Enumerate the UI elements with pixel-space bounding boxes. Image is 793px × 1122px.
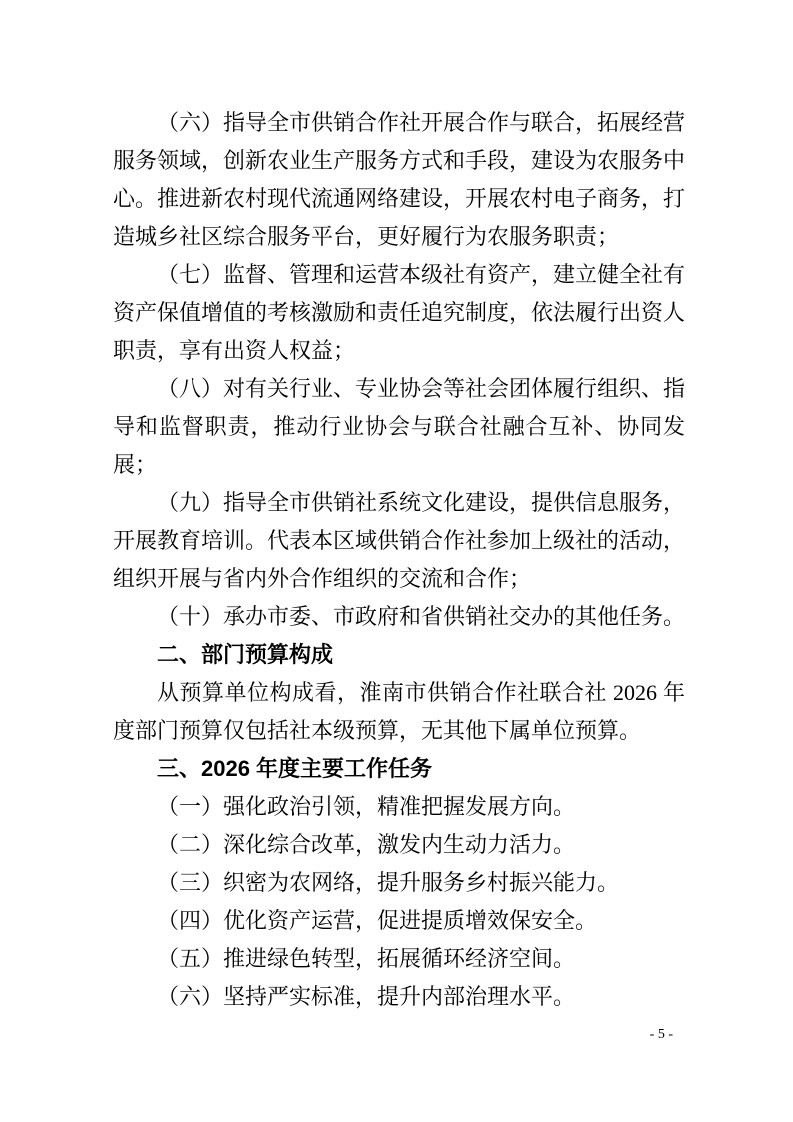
section-heading-budget-composition: 二、部门预算构成: [157, 642, 334, 667]
duty-paragraph-9: （九）指导全市供销社系统文化建设，提供信息服务，开展教育培训。代表本区域供销合作社参加上级社的活动，组织开展与省内外合作组织的交流和合作；: [113, 490, 686, 591]
task-item-3: （三）织密为农网络，提升服务乡村振兴能力。: [157, 870, 620, 895]
task-item-4: （四）优化资产运营，促进提质增效保安全。: [157, 908, 598, 933]
duty-paragraph-6: （六）指导全市供销合作社开展合作与联合，拓展经营服务领域，创新农业生产服务方式和手段，建设为农服务中心。推进新农村现代流通网络建设，开展农村电子商务，打造城乡社区综合服务平台，更好履行为农服务职责；: [113, 110, 686, 249]
duty-paragraph-7: （七）监督、管理和运营本级社有资产，建立健全社有资产保值增值的考核激励和责任追究制度，依法履行出资人职责，享有出资人权益；: [113, 262, 686, 363]
task-item-5: （五）推进绿色转型，拓展循环经济空间。: [157, 946, 576, 971]
task-item-6: （六）坚持严实标准，提升内部治理水平。: [157, 984, 576, 1009]
budget-composition-paragraph: 从预算单位构成看，淮南市供销合作社联合社 2026 年度部门预算仅包括社本级预算，无其他下属单位预算。: [113, 680, 685, 743]
document-body: [113, 104, 685, 1016]
task-item-2: （二）深化综合改革，激发内生动力活力。: [157, 832, 576, 857]
duty-paragraph-8: （八）对有关行业、专业协会等社会团体履行组织、指导和监督职责，推动行业协会与联合社融合互补、协同发展；: [113, 376, 686, 477]
duty-paragraph-10: （十）承办市委、市政府和省供销社交办的其他任务。: [157, 604, 686, 629]
section-heading-2026-tasks: 三、2026 年度主要工作任务: [157, 756, 433, 781]
page-number: - 5 -: [649, 1027, 673, 1042]
task-item-1: （一）强化政治引领，精准把握发展方向。: [157, 794, 576, 819]
